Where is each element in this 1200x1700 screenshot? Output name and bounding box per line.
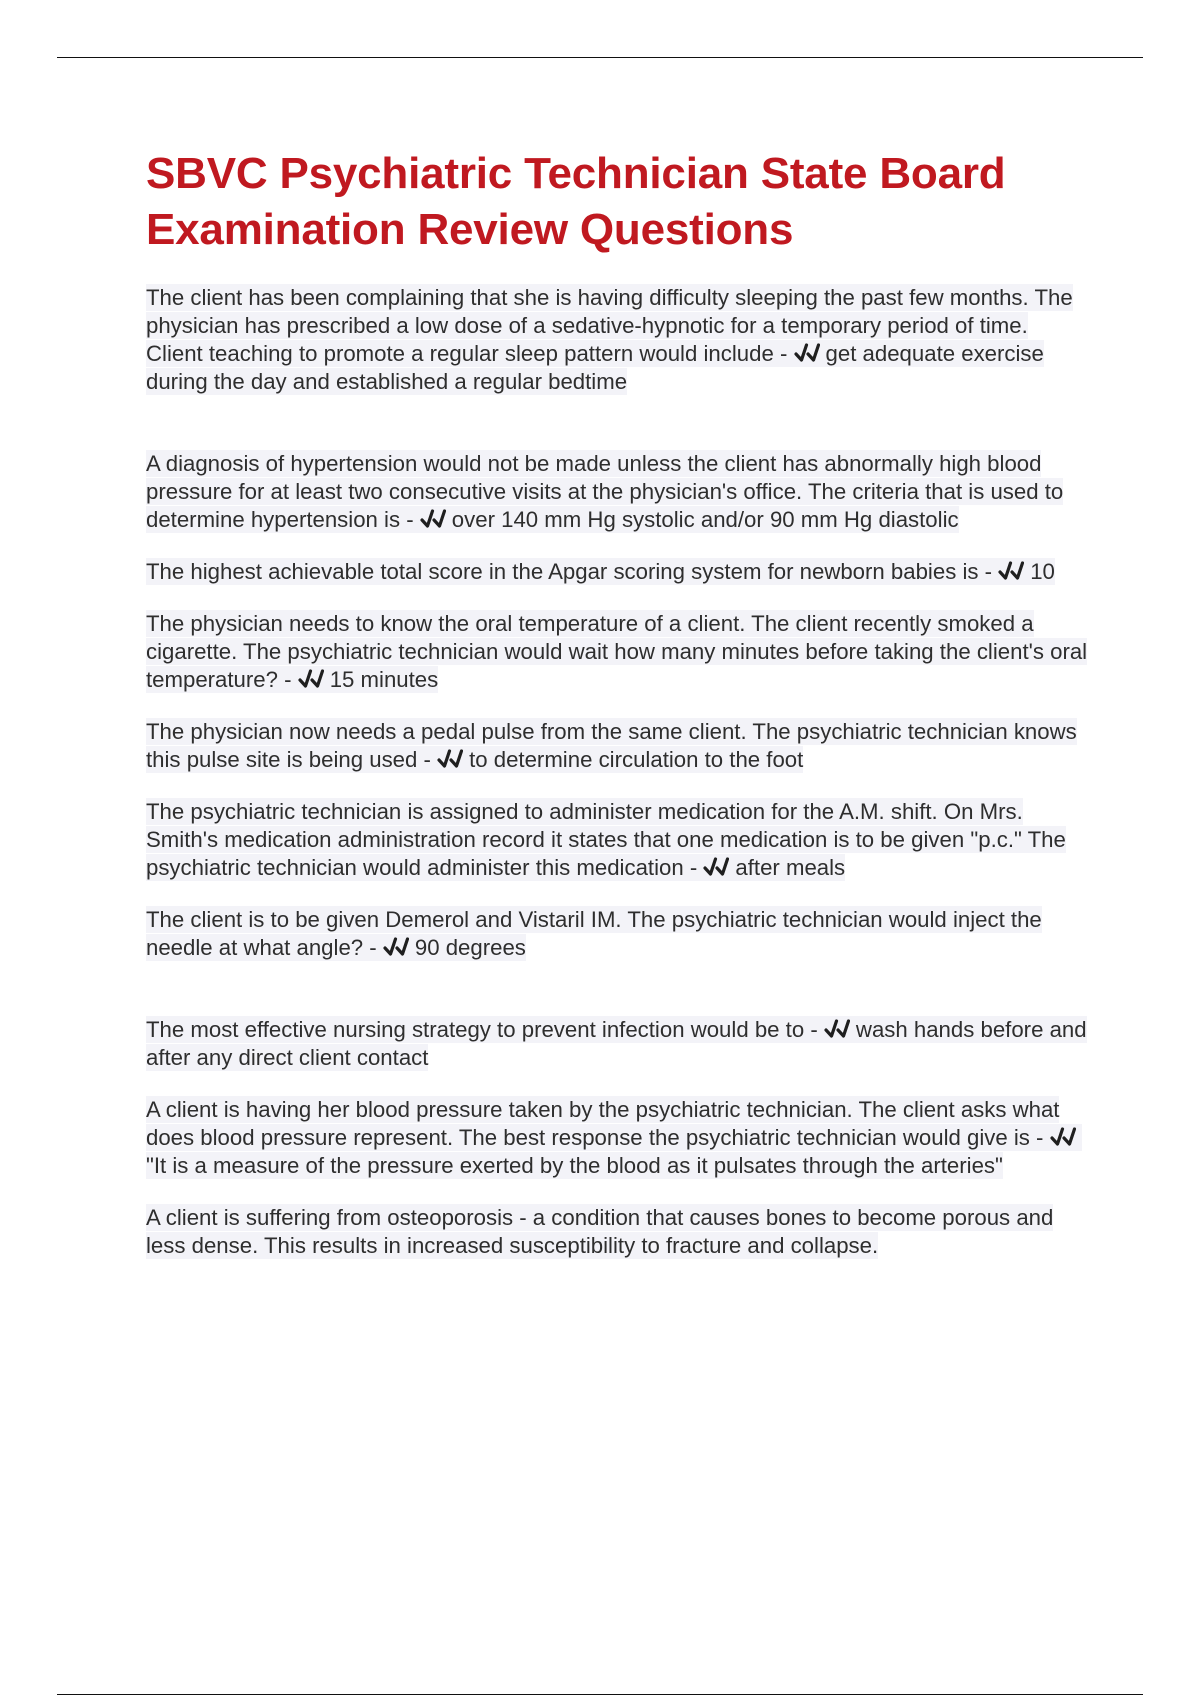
double-checkmark-icon [703,856,729,878]
footer-rule [57,1694,1143,1695]
question-text: The highest achievable total score in the Apgar scoring system for newborn babies is - [146,559,993,584]
question-text: The psychiatric technician is assigned to administer medication for the A.M. shift. On Mrs. Smith's medication administration record it states that one medication is to be given "p.c." The psychiatric technician would administer this medication - [146,799,1066,880]
qa-list [146,284,1090,1260]
qa-item [146,450,1090,534]
qa-item [146,284,1090,396]
qa-item [146,1016,1090,1072]
question-text: The physician now needs a pedal pulse from the same client. The psychiatric technician knows this pulse site is being used - [146,719,1077,772]
qa-item [146,798,1090,882]
qa-item [146,1204,1090,1260]
answer-text: wash hands before and after any direct client contact [146,1017,1087,1070]
double-checkmark-icon [794,342,820,364]
header-rule [57,57,1143,58]
qa-item [146,610,1090,694]
double-checkmark-icon [1050,1126,1076,1148]
answer-text: over 140 mm Hg systolic and/or 90 mm Hg diastolic [451,507,959,532]
answer-text: 10 [1030,559,1055,584]
double-checkmark-icon [420,508,446,530]
qa-item [146,558,1090,586]
double-checkmark-icon [437,748,463,770]
question-text: A diagnosis of hypertension would not be made unless the client has abnormally high blood pressure for at least two consecutive visits at the physician's office. The criteria that is used to determine hypertension is - [146,451,1064,532]
answer-text: get adequate exercise during the day and established a regular bedtime [146,341,1044,394]
double-checkmark-icon [824,1018,850,1040]
question-text: The physician needs to know the oral temperature of a client. The client recently smoked a cigarette. The psychiatric technician would wait how many minutes before taking the client's oral temperature? - [146,611,1088,692]
qa-item [146,906,1090,962]
qa-item [146,1096,1090,1180]
answer-text: "It is a measure of the pressure exerted by the blood as it pulsates through the arteries" [146,1153,1003,1178]
question-text: The client is to be given Demerol and Vistaril IM. The psychiatric technician would inject the needle at what angle? - [146,907,1042,960]
answer-text: to determine circulation to the foot [469,747,804,772]
question-text: The most effective nursing strategy to prevent infection would be to - [146,1017,818,1042]
question-text: The client has been complaining that she is having difficulty sleeping the past few months. The physician has prescribed a low dose of a sedative-hypnotic for a temporary period of time. Client teaching to promote a regular sleep pattern would include - [146,285,1073,366]
question-text: A client is suffering from osteoporosis - a condition that causes bones to become porous and less dense. This results in increased susceptibility to fracture and collapse. [146,1205,1054,1258]
qa-item [146,718,1090,774]
question-text: A client is having her blood pressure taken by the psychiatric technician. The client asks what does blood pressure represent. The best response the psychiatric technician would give is - [146,1097,1060,1150]
document-title: SBVC Psychiatric Technician State Board Examination Review Questions [146,149,1006,254]
double-checkmark-icon [383,936,409,958]
answer-text: 15 minutes [329,667,439,692]
answer-text: after meals [735,855,846,880]
answer-text: 90 degrees [414,935,526,960]
double-checkmark-icon [298,668,324,690]
double-checkmark-icon [998,560,1024,582]
